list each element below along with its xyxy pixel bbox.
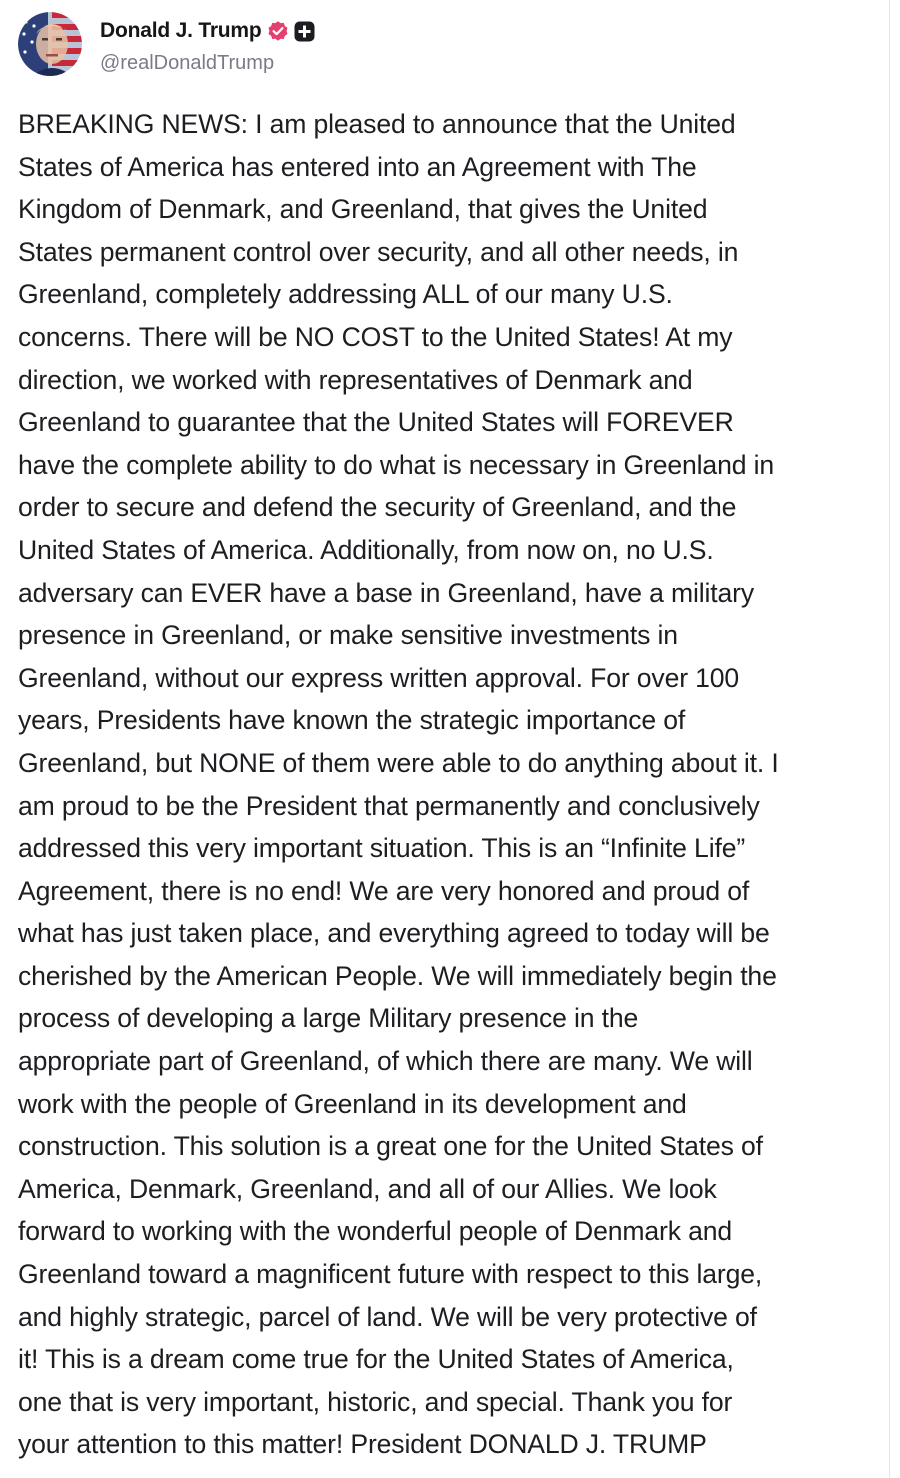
post-text-line: process of developing a large Military presence in the [18, 1003, 639, 1034]
post-text-line: am proud to be the President that permanently and conclusively [18, 790, 760, 821]
post-text-line: Greenland, but NONE of them were able to do anything about it. I [18, 747, 779, 778]
post-text-line: Greenland, without our express written approval. For over 100 [18, 662, 740, 693]
post-text-line: concerns. There will be NO COST to the United States! At my [18, 321, 733, 352]
post-text-line: BREAKING NEWS: I am pleased to announce that the United [18, 109, 736, 139]
post-text-line: work with the people of Greenland in its development and [18, 1088, 687, 1119]
post-text-line: cherished by the American People. We will immediately begin the [18, 960, 777, 991]
post-text-line: Greenland toward a magnificent future with respect to this large, [18, 1259, 763, 1290]
post-text-line: Greenland, completely addressing ALL of our many U.S. [18, 279, 673, 310]
post-text-line: United States of America. Additionally, from now on, no U.S. [18, 534, 714, 565]
plus-badge-icon [294, 21, 315, 42]
post-text-line: Agreement, there is no end! We are very honored and proud of [18, 875, 750, 906]
post-text-line: addressed this very important situation. This is an “Infinite Life” [18, 833, 746, 864]
post-text-line: States of America has entered into an Agreement with The [18, 151, 697, 182]
avatar[interactable] [18, 12, 82, 76]
post-text-line: States permanent control over security, and all other needs, in [18, 236, 739, 267]
post-header [18, 12, 315, 78]
post-text-line: what has just taken place, and everything agreed to today will be [18, 918, 770, 949]
author-info [100, 18, 315, 75]
post-text-line: Kingdom of Denmark, and Greenland, that gives the United [18, 194, 708, 225]
avatar-portrait-flag-icon [18, 12, 82, 76]
post-text-line: have the complete ability to do what is necessary in Greenland in [18, 449, 774, 480]
post-text-line: appropriate part of Greenland, of which there are many. We will [18, 1046, 753, 1077]
post-text-line: construction. This solution is a great one for the United States of [18, 1131, 763, 1162]
post-text-line: direction, we worked with representatives of Denmark and [18, 364, 693, 395]
post-text-line: it! This is a dream come true for the United States of America, [18, 1344, 734, 1375]
post-text-line: presence in Greenland, or make sensitive investments in [18, 620, 678, 651]
post-text-line: and highly strategic, parcel of land. We will be very protective of [18, 1301, 757, 1332]
author-display-name[interactable]: Donald J. Trump [100, 19, 262, 42]
post-text-line: America, Denmark, Greenland, and all of our Allies. We look [18, 1173, 717, 1204]
author-name-row [100, 18, 315, 44]
post-text-line: one that is very important, historic, and special. Thank you for [18, 1386, 733, 1417]
post-text-line: forward to working with the wonderful people of Denmark and [18, 1216, 732, 1247]
author-handle[interactable]: @realDonaldTrump [100, 52, 275, 74]
post-text-line: adversary can EVER have a base in Greenland, have a military [18, 577, 755, 608]
post-text-line: Greenland to guarantee that the United States will FOREVER [18, 407, 734, 438]
verified-badge-icon [267, 20, 289, 42]
post-text-line: your attention to this matter! President DONALD J. TRUMP [18, 1429, 707, 1460]
post-text [18, 103, 882, 1466]
post-text-line: years, Presidents have known the strategic importance of [18, 705, 686, 736]
post-text-line: order to secure and defend the security of Greenland, and the [18, 492, 737, 523]
